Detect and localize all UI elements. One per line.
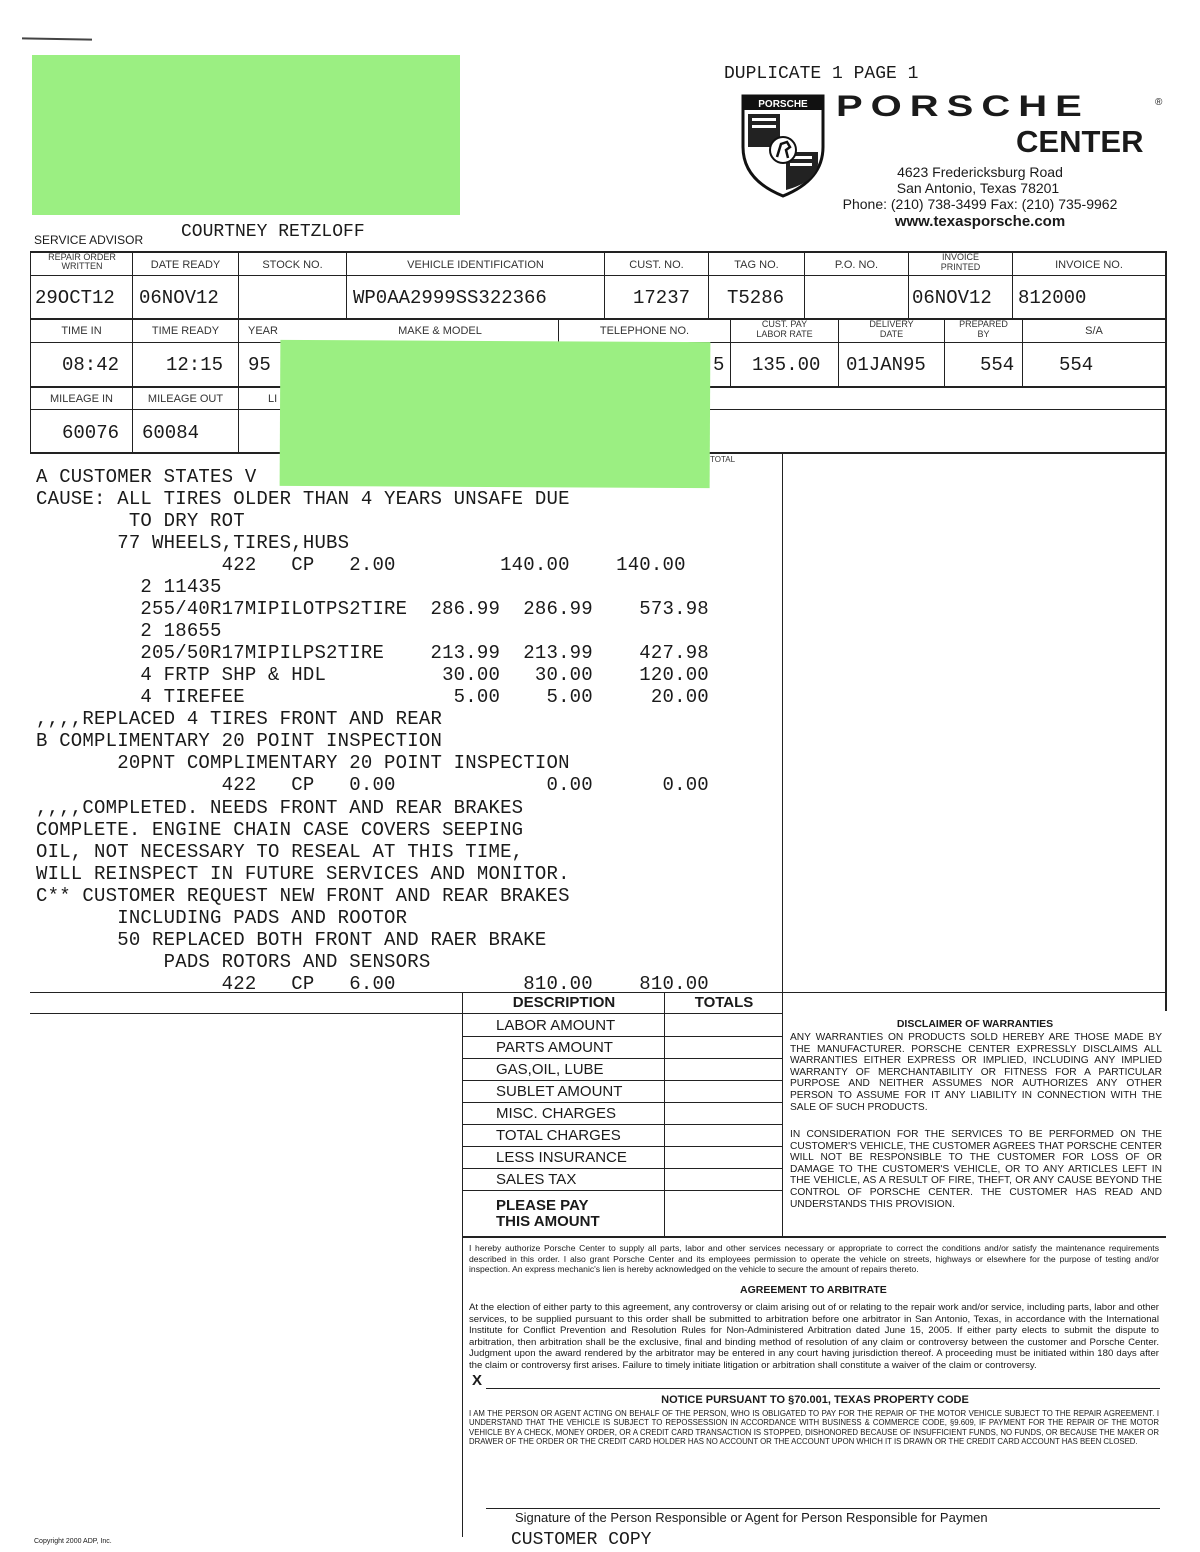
signature-line-arbitration[interactable] (486, 1388, 1160, 1389)
label-mileage-out: MILEAGE OUT (147, 393, 224, 405)
customer-copy-label: CUSTOMER COPY (511, 1530, 652, 1550)
label-labor-rate: CUST. PAY LABOR RATE (756, 319, 813, 339)
work-line: 255/40R17MIPILOTPS2TIRE 286.99 286.99 573.98 (36, 598, 709, 620)
porsche-crest-logo (738, 92, 828, 198)
totals-row-label: MISC. CHARGES (496, 1105, 617, 1122)
label-po-no: P.O. NO. (834, 259, 879, 271)
value-labor-rate: 135.00 (752, 354, 821, 376)
label-stock-no: STOCK NO. (262, 259, 323, 271)
service-advisor-name: COURTNEY RETZLOFF (181, 222, 365, 242)
work-line: 422 CP 0.00 0.00 0.00 (36, 774, 709, 796)
work-line: ,,,,REPLACED 4 TIRES FRONT AND REAR (36, 708, 443, 730)
work-line: 20PNT COMPLIMENTARY 20 POINT INSPECTION (36, 752, 570, 774)
dealer-address-line2: San Antonio, Texas 78201 (896, 180, 1060, 196)
disclaimer-paragraph-2: IN CONSIDERATION FOR THE SERVICES TO BE PERFORMED ON THE CUSTOMER'S VEHICLE, THE CUSTOMER AGREES THAT PORSCHE CENTER WILL NOT BE RESPONSIBLE TO THE CUSTOMER FOR LOSS OF OR DAMAGE TO THE CUSTOMER'S VEHICLE, OR TO ANY ARTICLES LEFT IN THE VEHICLE, AS A RESULT OF FIRE, THEFT, OR ANY CAUSE BEYOND THE CONTROL OF PORSCHE CENTER. THE CUSTOMER HAS READ AND UNDERSTANDS THIS PROVISION. (790, 1129, 1162, 1210)
totals-row-label: SUBLET AMOUNT (496, 1083, 623, 1100)
work-line: CAUSE: ALL TIRES OLDER THAN 4 YEARS UNSAFE DUE (36, 488, 570, 510)
label-license: LI (268, 393, 278, 405)
svg-text:PORSCHE: PORSCHE (758, 99, 808, 110)
pen-mark (22, 37, 92, 40)
work-line: COMPLETE. ENGINE CHAIN CASE COVERS SEEPING (36, 819, 524, 841)
value-mileage-in: 60076 (62, 422, 120, 444)
label-delivery-date: DELIVERY DATE (869, 319, 914, 339)
totals-row-label: LABOR AMOUNT (496, 1017, 616, 1034)
totals-row-label: GAS,OIL, LUBE (496, 1061, 604, 1078)
label-make-model: MAKE & MODEL (398, 325, 482, 337)
duplicate-label: DUPLICATE 1 PAGE 1 (724, 64, 919, 84)
label-date-ready: DATE READY (150, 259, 221, 271)
value-vin: WP0AA2999SS322366 (353, 287, 547, 309)
value-telephone-tail: 5 (713, 354, 725, 376)
dealer-website: www.texasporsche.com (894, 213, 1066, 230)
signature-x-mark: X (472, 1372, 483, 1389)
label-repair-order-written: REPAIR ORDER WRITTEN (48, 252, 116, 271)
redaction-vehicle-info (280, 340, 711, 488)
label-invoice-printed: INVOICE PRINTED (940, 252, 981, 272)
value-invoice-printed: 06NOV12 (912, 287, 992, 309)
signature-line-payment[interactable] (486, 1508, 1160, 1509)
work-line: TO DRY ROT (36, 510, 245, 532)
value-sa: 554 (1059, 354, 1094, 376)
work-line: ,,,,COMPLETED. NEEDS FRONT AND REAR BRAKES (36, 797, 524, 819)
wordmark-text: PORSCHE (836, 89, 1090, 123)
work-line: WILL REINSPECT IN FUTURE SERVICES AND MONITOR. (36, 863, 570, 885)
label-telephone: TELEPHONE NO. (599, 325, 690, 337)
registered-mark: ® (1155, 97, 1163, 108)
redaction-customer-info (32, 55, 460, 215)
label-vin: VEHICLE IDENTIFICATION (407, 259, 544, 271)
value-tag-no: T5286 (727, 287, 785, 309)
totals-row-label: LESS INSURANCE (496, 1149, 627, 1166)
totals-row-label: PARTS AMOUNT (496, 1039, 613, 1056)
work-line: A CUSTOMER STATES V (36, 466, 257, 488)
notice-title: NOTICE PURSUANT TO §70.001, TEXAS PROPERTY CODE (661, 1394, 969, 1406)
value-repair-order-written: 29OCT12 (35, 287, 115, 309)
work-line: B COMPLIMENTARY 20 POINT INSPECTION (36, 730, 443, 752)
label-mileage-in: MILEAGE IN (50, 393, 113, 405)
arbitration-paragraph: At the election of either party to this agreement, any controversy or claim arising out of or relating to the repair work and/or service, including parts, labor and other services, to be supplied pursuant to this order shall be submitted to arbitration before one arbitrator in San Antonio, Texas, in accordance with the International Institute for Conflict Prevention and Resolution Rules for Non-Administered Arbitration dated June 15, 2005. If either party elects to submit the dispute to arbitration, then arbitration shall be the exclusive, final and binding method of resolution of any claim or controversy between the customer and Porsche Center. Judgment upon the award rendered by the arbitrator may be entered in any court having jurisdiction thereof. A proceeding must be initiated within 180 days after the claim or controversy first arises. Failure to timely initiate litigation or arbitration shall constitute a waiver of the claim or controversy. (469, 1302, 1159, 1371)
work-line: 2 11435 (36, 576, 222, 598)
work-line: 422 CP 6.00 810.00 810.00 (36, 973, 709, 995)
value-time-ready: 12:15 (166, 354, 224, 376)
disclaimer-title: DISCLAIMER OF WARRANTIES (896, 1018, 1054, 1030)
work-line: 4 TIREFEE 5.00 5.00 20.00 (36, 686, 709, 708)
dealer-address-line1: 4623 Fredericksburg Road (897, 164, 1063, 180)
work-line: 2 18655 (36, 620, 222, 642)
value-mileage-out: 60084 (142, 422, 200, 444)
label-sa: S/A (1085, 325, 1103, 337)
work-line: C** CUSTOMER REQUEST NEW FRONT AND REAR BRAKES (36, 885, 570, 907)
totals-row-label: SALES TAX (496, 1171, 577, 1188)
label-time-in: TIME IN (61, 325, 102, 337)
please-pay-line1: PLEASE PAY (496, 1197, 589, 1214)
value-time-in: 08:42 (62, 354, 120, 376)
description-header: DESCRIPTION (512, 994, 616, 1011)
label-tag-no: TAG NO. (734, 259, 779, 271)
totals-row-label: TOTAL CHARGES (496, 1127, 621, 1144)
service-advisor-label: SERVICE ADVISOR (34, 233, 144, 247)
value-invoice-no: 812000 (1018, 287, 1087, 309)
work-line: 422 CP 2.00 140.00 140.00 (36, 554, 686, 576)
label-total-column: TOTAL (710, 455, 736, 464)
work-line: PADS ROTORS AND SENSORS (36, 951, 431, 973)
label-time-ready: TIME READY (151, 325, 220, 337)
work-line: INCLUDING PADS AND ROOTOR (36, 907, 408, 929)
work-line: 77 WHEELS,TIRES,HUBS (36, 532, 350, 554)
arbitration-title: AGREEMENT TO ARBITRATE (740, 1284, 887, 1296)
value-delivery-date: 01JAN95 (846, 354, 926, 376)
dealer-phone: Phone: (210) 738-3499 Fax: (210) 735-9962 (842, 196, 1118, 212)
authorization-paragraph: I hereby authorize Porsche Center to supply all parts, labor and other services necessary or appropriate to correct the conditions and/or satisfy the maintenance requirements described in this order. I also grant Porsche Center and its employees permission to operate the vehicle on streets, highways or elsewhere for the purpose of testing and/or inspection. An express mechanic's lien is hereby acknowledged on the vehicle to secure the amount of repairs thereto. (469, 1243, 1159, 1275)
value-date-ready: 06NOV12 (139, 287, 219, 309)
work-line: OIL, NOT NECESSARY TO RESEAL AT THIS TIME, (36, 841, 524, 863)
value-cust-no: 17237 (633, 287, 691, 309)
signature-caption: Signature of the Person Responsible or Agent for Person Responsible for Paymen (515, 1510, 988, 1525)
copyright: Copyright 2000 ADP, Inc. (34, 1538, 112, 1545)
work-line: 50 REPLACED BOTH FRONT AND RAER BRAKE (36, 929, 547, 951)
label-invoice-no: INVOICE NO. (1055, 259, 1123, 271)
disclaimer-paragraph-1: ANY WARRANTIES ON PRODUCTS SOLD HEREBY ARE THOSE MADE BY THE MANUFACTURER. PORSCHE CENTER EXPRESSLY DISCLAIMS ALL WARRANTIES EITHER EXPRESS OR IMPLIED, INCLUDING ANY IMPLIED WARRANTY OF MERCHANTABILITY OR FITNESS FOR A PARTICULAR PURPOSE AND NEITHER ASSUMES NOR AUTHORIZES ANY OTHER PERSON TO ASSUME FOR IT ANY LIABILITY IN CONNECTION WITH THE SALE OF SUCH PRODUCTS. (790, 1032, 1162, 1113)
value-year: 95 (248, 354, 271, 376)
dealer-center-label: CENTER (1016, 124, 1144, 159)
work-line: 4 FRTP SHP & HDL 30.00 30.00 120.00 (36, 664, 709, 686)
notice-paragraph: I AM THE PERSON OR AGENT ACTING ON BEHALF OF THE PERSON, WHO IS OBLIGATED TO PAY FOR THE REPAIR OF THE MOTOR VEHICLE SUBJECT TO THE REPAIR AGREEMENT. I UNDERSTAND THAT THE VEHICLE IS SUBJECT TO REPOSSESSION IN ACCORDANCE WITH BUSINESS & COMMERCE CODE, §9.609, IF PAYMENT FOR THE REPAIR OF THE MOTOR VEHICLE BY A CHECK, MONEY ORDER, OR A CREDIT CARD TRANSACTION IS STOPPED, DISHONORED BECAUSE OF INSUFFICIENT FUNDS, NO FUNDS, OR BECAUSE THE MAKER OR DRAWER OF THE ORDER OR THE CREDIT CARD HOLDER HAS NO ACCOUNT OR THE ACCOUNT UPON WHICH IT IS DRAWN OR THE CREDIT CARD ACCOUNT HAS BEEN CLOSED. (469, 1409, 1159, 1447)
label-cust-no: CUST. NO. (629, 259, 684, 271)
please-pay-line2: THIS AMOUNT (496, 1213, 600, 1230)
porsche-wordmark (836, 89, 1146, 125)
totals-header: TOTALS (694, 994, 754, 1011)
work-line: 205/50R17MIPILPS2TIRE 213.99 213.99 427.98 (36, 642, 709, 664)
label-prepared-by: PREPARED BY (959, 319, 1008, 339)
label-year: YEAR (248, 325, 278, 337)
value-prepared-by: 554 (980, 354, 1015, 376)
